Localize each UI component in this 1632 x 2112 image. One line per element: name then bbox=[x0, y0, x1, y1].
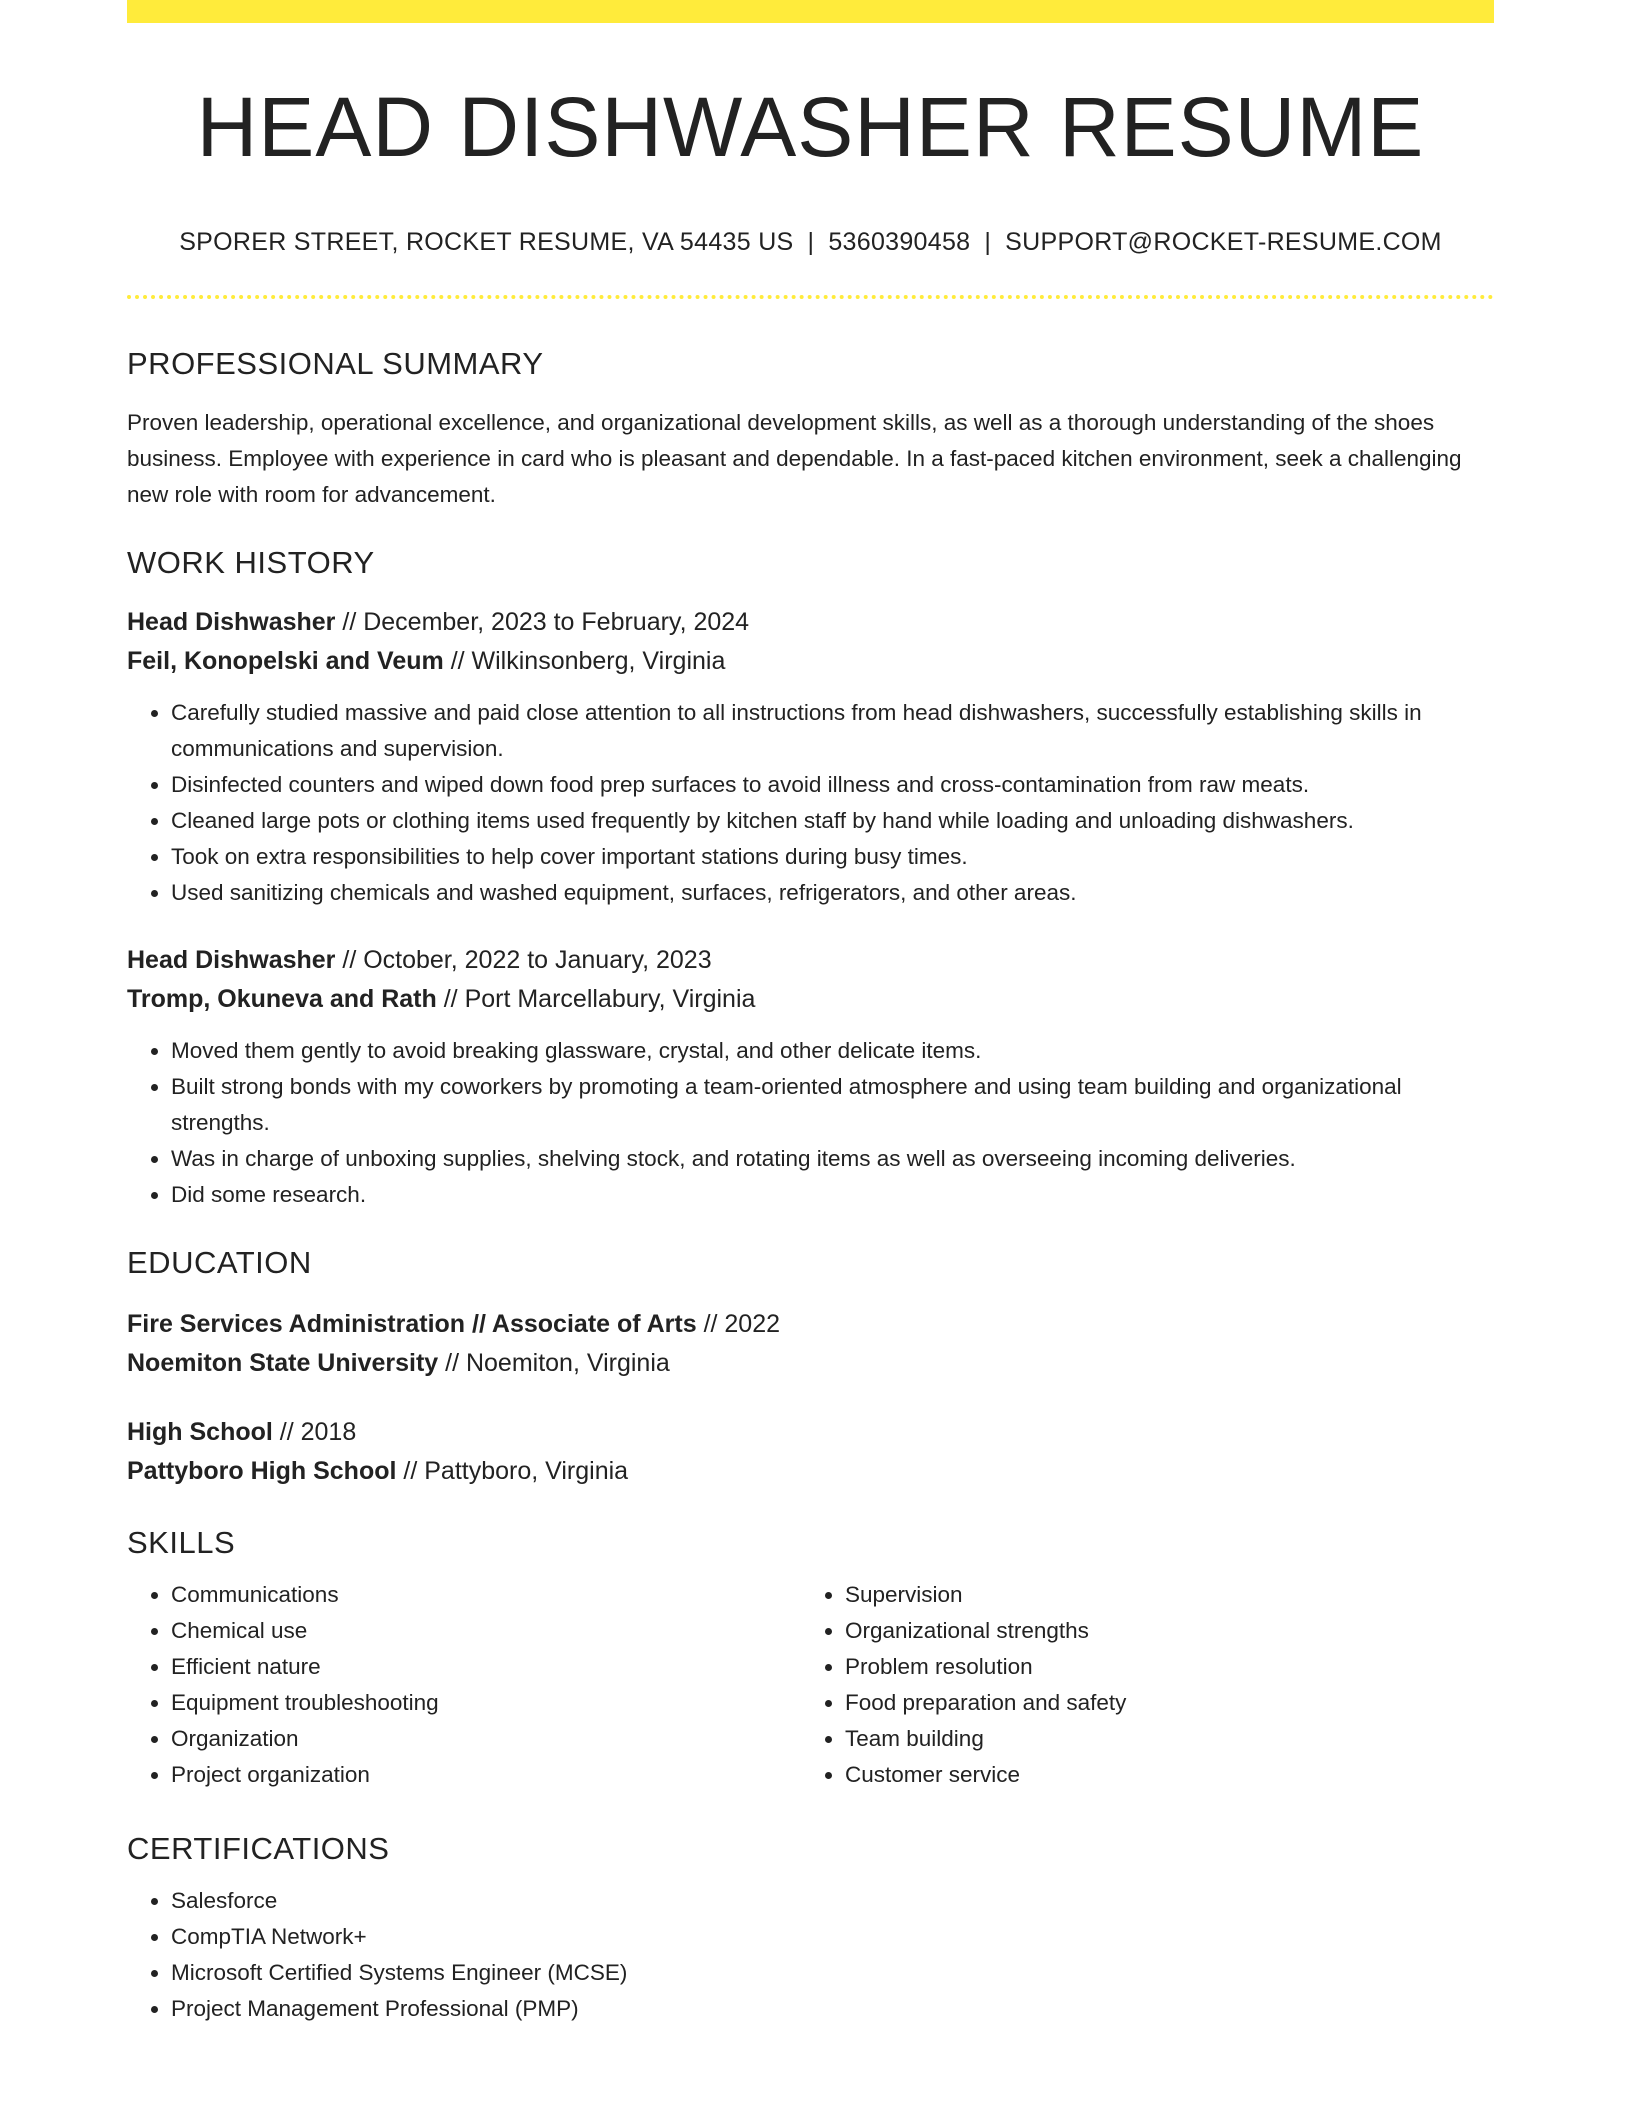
job-bullet: • Moved them gently to avoid breaking glassware, crystal, and other delicate items. bbox=[171, 1033, 1494, 1069]
skill-item: • Problem resolution bbox=[845, 1649, 1475, 1685]
contact-line bbox=[127, 228, 1494, 257]
skill-item: • Chemical use bbox=[171, 1613, 801, 1649]
education-year: // 2022 bbox=[696, 1310, 781, 1339]
skill-item: • Team building bbox=[845, 1721, 1475, 1757]
job-location: // Port Marcellabury, Virginia bbox=[436, 985, 756, 1014]
section-heading-certifications: CERTIFICATIONS bbox=[127, 1831, 390, 1867]
job-bullet: • Built strong bonds with my coworkers by promoting a team-oriented atmosphere and using team building and organizational strengths. bbox=[171, 1069, 1494, 1141]
summary-text: Proven leadership, operational excellence, and organizational development skills, as well as a thorough understanding of the shoes business. Employee with experience in card who is pleasant and dependable. In a fast-paced kitchen environment, seek a challenging new role with room for advancement. bbox=[127, 410, 1462, 508]
job-bullet: • Took on extra responsibilities to help cover important stations during busy times. bbox=[171, 839, 1494, 875]
job-entry bbox=[127, 603, 1494, 911]
job-location: // Wilkinsonberg, Virginia bbox=[443, 647, 726, 676]
job-company: Feil, Konopelski and Veum bbox=[127, 647, 444, 676]
certification-item: • CompTIA Network+ bbox=[171, 1919, 1494, 1955]
job-bullet: • Was in charge of unboxing supplies, shelving stock, and rotating items as well as overseeing incoming deliveries. bbox=[171, 1141, 1494, 1177]
job-bullet: • Disinfected counters and wiped down food prep surfaces to avoid illness and cross-contamination from raw meats. bbox=[171, 767, 1494, 803]
education-school-line bbox=[127, 1452, 1494, 1491]
education-entry bbox=[127, 1413, 1494, 1491]
education-school-line bbox=[127, 1344, 1494, 1383]
job-title: Head Dishwasher bbox=[127, 608, 336, 637]
skill-item: • Communications bbox=[171, 1577, 801, 1613]
education-degree: Fire Services Administration // Associate of Arts bbox=[127, 1310, 697, 1339]
contact-address: SPORER STREET, ROCKET RESUME, VA 54435 US bbox=[179, 228, 794, 257]
skill-item: • Food preparation and safety bbox=[845, 1685, 1475, 1721]
resume-page bbox=[127, 0, 1494, 2027]
job-entry bbox=[127, 941, 1494, 1213]
section-heading-education: EDUCATION bbox=[127, 1245, 312, 1281]
resume-title: HEAD DISHWASHER RESUME bbox=[196, 80, 1425, 174]
contact-email: SUPPORT@ROCKET-RESUME.COM bbox=[1005, 228, 1442, 257]
certification-item: • Project Management Professional (PMP) bbox=[171, 1991, 1494, 2027]
section-heading-skills: SKILLS bbox=[127, 1525, 236, 1561]
contact-phone: 5360390458 bbox=[828, 228, 971, 257]
job-title: Head Dishwasher bbox=[127, 946, 336, 975]
job-bullet: • Did some research. bbox=[171, 1177, 1494, 1213]
job-company-line bbox=[127, 980, 1494, 1019]
job-bullet: • Carefully studied massive and paid close attention to all instructions from head dishwashers, successfully establishing skills in communications and supervision. bbox=[171, 695, 1494, 767]
education-school: Pattyboro High School bbox=[127, 1457, 397, 1486]
education-degree: High School bbox=[127, 1418, 273, 1447]
job-dates: // October, 2022 to January, 2023 bbox=[335, 946, 712, 975]
skill-item: • Supervision bbox=[845, 1577, 1475, 1613]
education-location: // Pattyboro, Virginia bbox=[396, 1457, 629, 1486]
certification-item: • Salesforce bbox=[171, 1883, 1494, 1919]
education-school: Noemiton State University bbox=[127, 1349, 439, 1378]
skills-list-left bbox=[127, 1577, 801, 1793]
skills-grid bbox=[127, 1577, 1494, 1793]
job-title-line bbox=[127, 941, 1494, 980]
job-bullet-list bbox=[127, 695, 1494, 911]
job-bullet-list bbox=[127, 1033, 1494, 1213]
certification-item: • Microsoft Certified Systems Engineer (MCSE) bbox=[171, 1955, 1494, 1991]
skill-item: • Efficient nature bbox=[171, 1649, 801, 1685]
contact-separator: | bbox=[807, 228, 815, 257]
dotted-divider bbox=[127, 295, 1494, 299]
skill-item: • Customer service bbox=[845, 1757, 1475, 1793]
education-entry bbox=[127, 1305, 1494, 1383]
job-company: Tromp, Okuneva and Rath bbox=[127, 985, 437, 1014]
job-dates: // December, 2023 to February, 2024 bbox=[335, 608, 750, 637]
skills-list-right bbox=[801, 1577, 1475, 1793]
certifications-list bbox=[127, 1883, 1494, 2027]
section-heading-summary: PROFESSIONAL SUMMARY bbox=[127, 346, 544, 382]
job-bullet: • Used sanitizing chemicals and washed equipment, surfaces, refrigerators, and other areas. bbox=[171, 875, 1494, 911]
education-year: // 2018 bbox=[272, 1418, 357, 1447]
education-degree-line bbox=[127, 1305, 1494, 1344]
accent-top-bar bbox=[127, 0, 1494, 23]
skill-item: • Organization bbox=[171, 1721, 801, 1757]
job-company-line bbox=[127, 642, 1494, 681]
skill-item: • Organizational strengths bbox=[845, 1613, 1475, 1649]
job-title-line bbox=[127, 603, 1494, 642]
skill-item: • Equipment troubleshooting bbox=[171, 1685, 801, 1721]
job-bullet: • Cleaned large pots or clothing items used frequently by kitchen staff by hand while loading and unloading dishwashers. bbox=[171, 803, 1494, 839]
contact-separator: | bbox=[984, 228, 992, 257]
section-heading-work-history: WORK HISTORY bbox=[127, 545, 375, 581]
education-location: // Noemiton, Virginia bbox=[438, 1349, 670, 1378]
education-degree-line bbox=[127, 1413, 1494, 1452]
skill-item: • Project organization bbox=[171, 1757, 801, 1793]
